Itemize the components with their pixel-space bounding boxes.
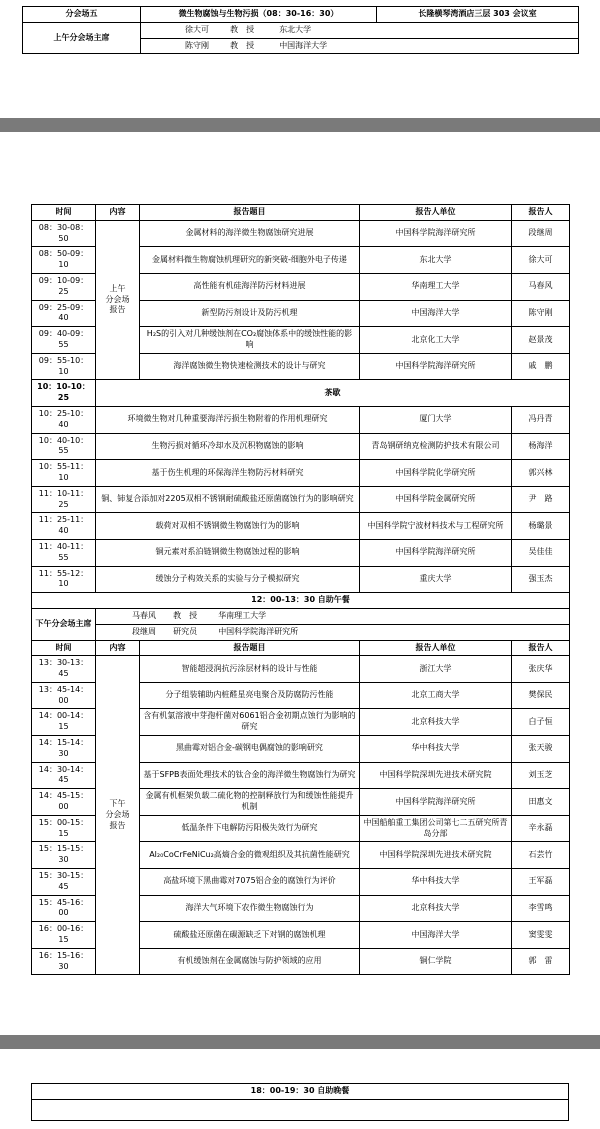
column-header-speaker: 报告人 [512,640,570,656]
row-speaker: 马春风 [512,273,570,300]
row-title: 高盐环境下黑曲霉对7075铝合金的腐蚀行为评价 [140,869,360,896]
column-header-org: 报告人单位 [360,205,512,221]
row-time: 10：25-10：40 [32,406,96,433]
row-speaker: 尹 路 [512,486,570,513]
section-label-line: 上午 [109,283,126,293]
row-title: 智能超浸润抗污涂层材料的设计与性能 [140,656,360,683]
row-speaker: 石芸竹 [512,842,570,869]
row-org: 中国海洋大学 [360,300,512,327]
page-gap [0,1035,600,1049]
table-row [32,220,570,247]
table-row [32,1100,569,1121]
row-title: 有机缓蚀剂在金属腐蚀与防护领域的应用 [140,948,360,975]
row-speaker: 王军磊 [512,869,570,896]
chair-name: 徐大可 [185,24,209,34]
row-org: 中国科学院海洋研究所 [360,353,512,380]
table-row-lunch [32,593,570,609]
table-row [32,486,570,513]
agenda-table [31,204,570,975]
row-org: 中国船舶重工集团公司第七二五研究所青岛分部 [360,815,512,842]
row-time: 14：30-14：45 [32,762,96,789]
row-speaker: 郭 雷 [512,948,570,975]
chair-label: 上午分会场主席 [23,22,141,54]
row-org: 北京化工大学 [360,327,512,354]
row-speaker: 辛永磊 [512,815,570,842]
row-org: 北京科技大学 [360,895,512,922]
row-time: 11：40-11：55 [32,539,96,566]
row-org: 青岛钢研纳克检测防护技术有限公司 [360,433,512,460]
row-time: 08：50-09：10 [32,247,96,274]
row-title: 环境微生物对几种重要海洋污损生物附着的作用机理研究 [96,406,360,433]
row-time: 10：55-11：10 [32,460,96,487]
chair-title: 教 授 [173,610,198,620]
row-time: 11：55-12：10 [32,566,96,593]
table-header-row [32,205,570,221]
row-org: 华中科技大学 [360,869,512,896]
table-row [32,460,570,487]
row-time: 13：45-14：00 [32,682,96,709]
column-header-time: 时间 [32,640,96,656]
row-speaker: 强玉杰 [512,566,570,593]
row-title: H₂S的引入对几种缓蚀剂在CO₂腐蚀体系中的缓蚀性能的影响 [140,327,360,354]
row-title: 硫酸盐还原菌在碳源缺乏下对钢的腐蚀机理 [140,922,360,949]
table-row [32,513,570,540]
chair-affiliation: 华南理工大学 [218,610,267,620]
row-org: 中国科学院化学研究所 [360,460,512,487]
row-speaker: 段继周 [512,220,570,247]
row-org: 中国科学院海洋研究所 [360,539,512,566]
row-time: 14：15-14：30 [32,736,96,763]
section-label-line: 分会场 [105,294,130,304]
row-org: 中国科学院深圳先进技术研究院 [360,842,512,869]
row-speaker: 戚 鹏 [512,353,570,380]
row-time: 11：25-11：40 [32,513,96,540]
column-header-org: 报告人单位 [360,640,512,656]
row-time: 16：00-16：15 [32,922,96,949]
chair-title: 教 授 [230,40,255,50]
row-speaker: 刘玉芝 [512,762,570,789]
chair-person-2 [141,38,579,54]
row-time: 15：15-15：30 [32,842,96,869]
row-org: 中国科学院宁波材料技术与工程研究所 [360,513,512,540]
row-speaker: 白子恒 [512,709,570,736]
row-time: 13：30-13：45 [32,656,96,683]
row-time: 11：10-11：25 [32,486,96,513]
table-row [32,539,570,566]
row-org: 中国海洋大学 [360,922,512,949]
page-3 [0,1049,600,1129]
section-label-morning [96,220,140,380]
row-speaker: 郭兴林 [512,460,570,487]
row-time: 14：45-15：00 [32,789,96,816]
row-speaker: 陈守刚 [512,300,570,327]
chair-affiliation: 中国科学院海洋研究所 [218,626,299,636]
row-org: 中国科学院海洋研究所 [360,789,512,816]
row-title: 基于SFPB表面处理技术的钛合金的海洋微生物腐蚀行为研究 [140,762,360,789]
row-speaker: 窦雯雯 [512,922,570,949]
row-org: 东北大学 [360,247,512,274]
row-org: 中国科学院金属研究所 [360,486,512,513]
tea-break-time: 10：10-10：25 [32,380,96,407]
row-speaker: 杨璐景 [512,513,570,540]
row-title: 铜、铈复合添加对2205双相不锈钢耐硫酸盐还原菌腐蚀行为的影响研究 [96,486,360,513]
row-title: 含有机氯溶液中芽孢杆菌对6061铝合金初期点蚀行为影响的研究 [140,709,360,736]
row-time: 15：30-15：45 [32,869,96,896]
column-header-content: 内容 [96,205,140,221]
row-title: 生物污损对循环冷却水及沉积物腐蚀的影响 [96,433,360,460]
row-speaker: 冯丹青 [512,406,570,433]
row-org: 华南理工大学 [360,273,512,300]
table-row [32,608,570,624]
row-speaker: 杨海洋 [512,433,570,460]
row-title: Al₂₀CoCrFeNiCu₂高熵合金的微观组织及其抗菌性能研究 [140,842,360,869]
row-speaker: 赵景茂 [512,327,570,354]
dinner-table [31,1083,569,1121]
column-header-time: 时间 [32,205,96,221]
row-time: 09：10-09：25 [32,273,96,300]
chair-affiliation: 中国海洋大学 [279,40,328,50]
row-time: 09：40-09：55 [32,327,96,354]
chair-affiliation: 东北大学 [279,24,312,34]
row-title: 金属有机框架负载二硫化物的控制释放行为和缓蚀性能提升机制 [140,789,360,816]
section-label-afternoon [96,656,140,975]
lunch-label: 12：00-13：30 自助午餐 [32,593,570,609]
column-header-title: 报告题目 [140,205,360,221]
row-speaker: 樊保民 [512,682,570,709]
section-label-line: 下午 [109,799,126,809]
chair-title: 研究员 [173,626,198,636]
table-row [23,22,579,38]
table-header-row-afternoon [32,640,570,656]
afternoon-chair-person-2 [96,624,570,640]
row-speaker: 张天骏 [512,736,570,763]
row-title: 载荷对双相不锈钢微生物腐蚀行为的影响 [96,513,360,540]
table-row-dinner [32,1084,569,1100]
table-row [32,433,570,460]
row-org: 华中科技大学 [360,736,512,763]
row-org: 中国科学院深圳先进技术研究院 [360,762,512,789]
column-header-content: 内容 [96,640,140,656]
row-title: 金属材料微生物腐蚀机理研究的新突破-细胞外电子传递 [140,247,360,274]
row-time: 15：00-15：15 [32,815,96,842]
row-org: 中国科学院海洋研究所 [360,220,512,247]
row-title: 铜元素对系泊链钢微生物腐蚀过程的影响 [96,539,360,566]
row-org: 厦门大学 [360,406,512,433]
row-speaker: 李雪鸣 [512,895,570,922]
row-title: 分子组装辅助内桩醛星亮电聚合及防腐防污性能 [140,682,360,709]
row-time: 09：25-09：40 [32,300,96,327]
row-title: 低温条件下电解防污阳极失效行为研究 [140,815,360,842]
row-title: 缓蚀分子构效关系的实验与分子模拟研究 [96,566,360,593]
row-speaker: 吴佳佳 [512,539,570,566]
table-row-tea-break [32,380,570,407]
row-time: 08：30-08：50 [32,220,96,247]
row-time: 09：55-10：10 [32,353,96,380]
table-row [32,406,570,433]
row-org: 北京工商大学 [360,682,512,709]
session-label: 分会场五 [23,7,141,23]
page-2 [0,132,600,1035]
table-row [23,7,579,23]
row-title: 新型防污剂设计及防污机理 [140,300,360,327]
row-time: 15：45-16：00 [32,895,96,922]
row-title: 海洋腐蚀微生物快速检测技术的设计与研究 [140,353,360,380]
row-title: 基于伤生机理的环保海洋生物防污材料研究 [96,460,360,487]
row-time: 10：40-10：55 [32,433,96,460]
section-label-line: 报告 [109,820,126,830]
table-row [32,624,570,640]
row-title: 高性能有机硅海洋防污材料进展 [140,273,360,300]
table-row [32,566,570,593]
chair-person-1 [141,22,579,38]
page-gap [0,118,600,132]
session-title: 微生物腐蚀与生物污损（08：30-16：30） [141,7,377,23]
table-row [32,656,570,683]
row-speaker: 张庆华 [512,656,570,683]
chair-title: 教 授 [230,24,255,34]
session-header-table [22,6,579,54]
row-org: 铜仁学院 [360,948,512,975]
tea-break-label: 茶歇 [96,380,570,407]
row-org: 浙江大学 [360,656,512,683]
row-title: 黑曲霉对铝合金-碳钢电偶腐蚀的影响研究 [140,736,360,763]
row-title: 海洋大气环境下农作微生物腐蚀行为 [140,895,360,922]
row-time: 14：00-14：15 [32,709,96,736]
row-speaker: 田惠文 [512,789,570,816]
empty-cell [32,1100,569,1121]
session-venue: 长隆横琴湾酒店三层 303 会议室 [377,7,579,23]
page-1 [0,0,600,118]
chair-name: 段继周 [132,626,156,636]
section-label-line: 分会场 [105,809,130,819]
column-header-title: 报告题目 [140,640,360,656]
afternoon-chair-label: 下午分会场主席 [32,608,96,640]
dinner-label: 18：00-19：30 自助晚餐 [32,1084,569,1100]
row-org: 北京科技大学 [360,709,512,736]
column-header-speaker: 报告人 [512,205,570,221]
row-org: 重庆大学 [360,566,512,593]
row-speaker: 徐大可 [512,247,570,274]
chair-name: 陈守刚 [185,40,209,50]
afternoon-chair-person-1 [96,608,570,624]
chair-name: 马春风 [132,610,156,620]
row-time: 16：15-16：30 [32,948,96,975]
row-title: 金属材料的海洋微生物腐蚀研究进展 [140,220,360,247]
section-label-line: 报告 [109,305,126,315]
